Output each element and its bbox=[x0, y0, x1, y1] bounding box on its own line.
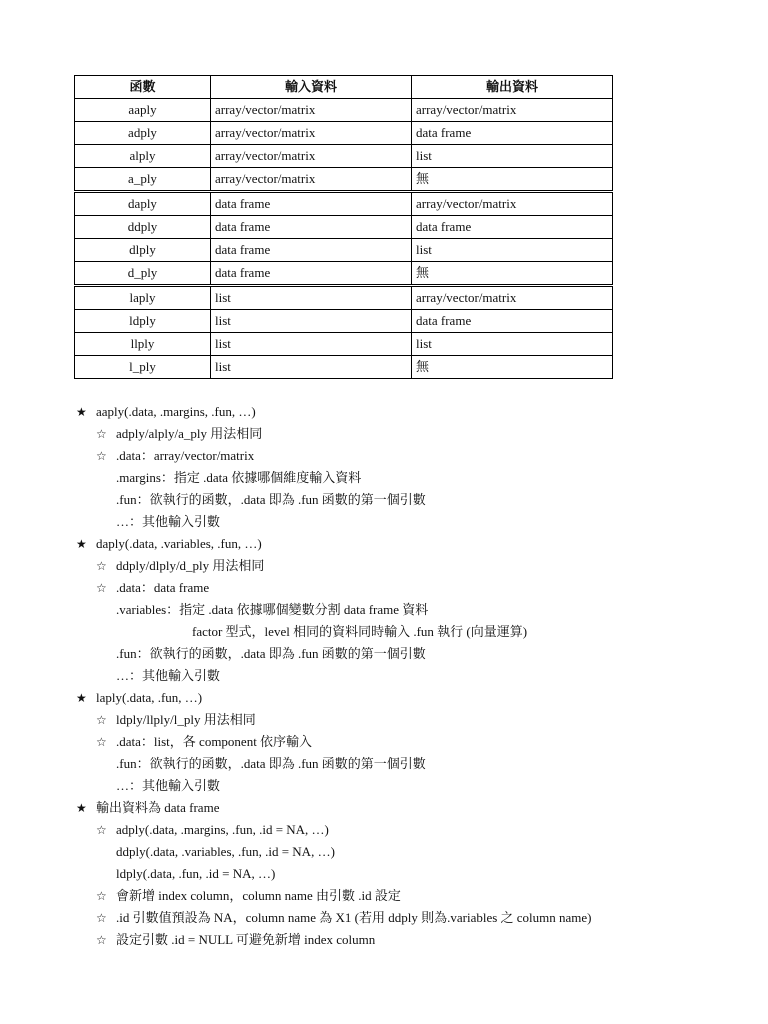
note-text: .fun：欲執行的函數，.data 即為 .fun 函數的第一個引數 bbox=[116, 492, 426, 507]
note-heading bbox=[76, 687, 756, 709]
table-row bbox=[75, 333, 613, 356]
input-cell: array/vector/matrix bbox=[211, 99, 412, 122]
function-cell: daply bbox=[75, 192, 211, 216]
ply-function-table bbox=[74, 75, 613, 379]
note-text: ldply(.data, .fun, .id = NA, …) bbox=[116, 866, 276, 881]
output-cell: list bbox=[412, 239, 613, 262]
header-output: 輸出資料 bbox=[412, 76, 613, 99]
outline-star-icon: ☆ bbox=[96, 933, 107, 947]
table-row bbox=[75, 262, 613, 286]
input-cell: data frame bbox=[211, 192, 412, 216]
output-cell: array/vector/matrix bbox=[412, 192, 613, 216]
output-cell: list bbox=[412, 145, 613, 168]
outline-star-icon: ☆ bbox=[96, 449, 107, 463]
note-text: ldply/llply/l_ply 用法相同 bbox=[116, 712, 256, 727]
note-heading bbox=[76, 533, 756, 555]
table-row bbox=[75, 145, 613, 168]
input-cell: array/vector/matrix bbox=[211, 122, 412, 145]
note-text: .data：array/vector/matrix bbox=[116, 448, 255, 463]
outline-star-icon: ☆ bbox=[96, 911, 107, 925]
note-line bbox=[76, 511, 756, 533]
note-line bbox=[76, 863, 756, 885]
input-cell: array/vector/matrix bbox=[211, 145, 412, 168]
note-line bbox=[76, 423, 756, 445]
note-text: 輸出資料為 data frame bbox=[96, 800, 220, 815]
filled-star-icon: ★ bbox=[76, 801, 87, 815]
table-body bbox=[75, 99, 613, 379]
outline-star-icon: ☆ bbox=[96, 713, 107, 727]
filled-star-icon: ★ bbox=[76, 691, 87, 705]
table-row bbox=[75, 99, 613, 122]
note-line bbox=[76, 885, 756, 907]
function-cell: llply bbox=[75, 333, 211, 356]
output-cell: data frame bbox=[412, 216, 613, 239]
note-line bbox=[76, 819, 756, 841]
table-row bbox=[75, 356, 613, 379]
note-text: .fun：欲執行的函數，.data 即為 .fun 函數的第一個引數 bbox=[116, 756, 426, 771]
function-cell: l_ply bbox=[75, 356, 211, 379]
note-line bbox=[76, 599, 756, 621]
input-cell: data frame bbox=[211, 239, 412, 262]
note-line bbox=[76, 731, 756, 753]
note-line bbox=[76, 489, 756, 511]
note-text: laply(.data, .fun, …) bbox=[96, 690, 203, 705]
note-text: factor 型式，level 相同的資料同時輸入 .fun 執行 (向量運算) bbox=[192, 624, 528, 639]
output-cell: data frame bbox=[412, 122, 613, 145]
output-cell: data frame bbox=[412, 310, 613, 333]
note-line bbox=[76, 929, 756, 951]
note-line bbox=[76, 445, 756, 467]
note-text: daply(.data, .variables, .fun, …) bbox=[96, 536, 262, 551]
note-text: …：其他輸入引數 bbox=[116, 514, 221, 529]
outline-star-icon: ☆ bbox=[96, 889, 107, 903]
note-text: ddply(.data, .variables, .fun, .id = NA, …) bbox=[116, 844, 335, 859]
note-heading bbox=[76, 401, 756, 423]
note-line bbox=[76, 907, 756, 929]
note-line bbox=[76, 841, 756, 863]
function-cell: dlply bbox=[75, 239, 211, 262]
output-cell: 無 bbox=[412, 262, 613, 286]
notes-section bbox=[76, 401, 756, 951]
filled-star-icon: ★ bbox=[76, 537, 87, 551]
note-line bbox=[76, 621, 756, 643]
note-text: 設定引數 .id = NULL 可避免新增 index column bbox=[116, 932, 376, 947]
note-line bbox=[76, 467, 756, 489]
table-row bbox=[75, 286, 613, 310]
note-text: .margins：指定 .data 依據哪個維度輸入資料 bbox=[116, 470, 362, 485]
function-cell: laply bbox=[75, 286, 211, 310]
table-row bbox=[75, 168, 613, 192]
note-heading bbox=[76, 797, 756, 819]
function-cell: ldply bbox=[75, 310, 211, 333]
note-text: adply/alply/a_ply 用法相同 bbox=[116, 426, 263, 441]
output-cell: array/vector/matrix bbox=[412, 99, 613, 122]
input-cell: list bbox=[211, 356, 412, 379]
input-cell: list bbox=[211, 333, 412, 356]
table-row bbox=[75, 216, 613, 239]
note-text: 會新增 index column，column name 由引數 .id 設定 bbox=[116, 888, 401, 903]
note-text: aaply(.data, .margins, .fun, …) bbox=[96, 404, 256, 419]
note-text: .variables：指定 .data 依據哪個變數分割 data frame 資料 bbox=[116, 602, 429, 617]
header-input: 輸入資料 bbox=[211, 76, 412, 99]
output-cell: list bbox=[412, 333, 613, 356]
note-text: …：其他輸入引數 bbox=[116, 778, 221, 793]
note-line bbox=[76, 555, 756, 577]
table-row bbox=[75, 122, 613, 145]
table-row bbox=[75, 192, 613, 216]
input-cell: data frame bbox=[211, 216, 412, 239]
note-text: .id 引數值預設為 NA，column name 為 X1 (若用 ddply 則為.variables 之 column name) bbox=[116, 910, 592, 925]
table-row bbox=[75, 239, 613, 262]
note-line bbox=[76, 775, 756, 797]
note-text: .data：list，各 component 依序輸入 bbox=[116, 734, 313, 749]
output-cell: 無 bbox=[412, 356, 613, 379]
note-line bbox=[76, 577, 756, 599]
function-cell: adply bbox=[75, 122, 211, 145]
input-cell: list bbox=[211, 310, 412, 333]
note-line bbox=[76, 643, 756, 665]
function-cell: d_ply bbox=[75, 262, 211, 286]
note-text: …：其他輸入引數 bbox=[116, 668, 221, 683]
function-cell: ddply bbox=[75, 216, 211, 239]
input-cell: list bbox=[211, 286, 412, 310]
note-line bbox=[76, 665, 756, 687]
table-header-row bbox=[75, 76, 613, 99]
outline-star-icon: ☆ bbox=[96, 823, 107, 837]
note-text: .data：data frame bbox=[116, 580, 210, 595]
function-cell: aaply bbox=[75, 99, 211, 122]
note-text: ddply/dlply/d_ply 用法相同 bbox=[116, 558, 265, 573]
outline-star-icon: ☆ bbox=[96, 559, 107, 573]
note-line bbox=[76, 709, 756, 731]
filled-star-icon: ★ bbox=[76, 405, 87, 419]
outline-star-icon: ☆ bbox=[96, 427, 107, 441]
note-text: .fun：欲執行的函數，.data 即為 .fun 函數的第一個引數 bbox=[116, 646, 426, 661]
output-cell: array/vector/matrix bbox=[412, 286, 613, 310]
function-cell: a_ply bbox=[75, 168, 211, 192]
function-cell: alply bbox=[75, 145, 211, 168]
outline-star-icon: ☆ bbox=[96, 735, 107, 749]
outline-star-icon: ☆ bbox=[96, 581, 107, 595]
header-function: 函數 bbox=[75, 76, 211, 99]
note-text: adply(.data, .margins, .fun, .id = NA, …) bbox=[116, 822, 329, 837]
input-cell: data frame bbox=[211, 262, 412, 286]
output-cell: 無 bbox=[412, 168, 613, 192]
note-line bbox=[76, 753, 756, 775]
table-row bbox=[75, 310, 613, 333]
input-cell: array/vector/matrix bbox=[211, 168, 412, 192]
